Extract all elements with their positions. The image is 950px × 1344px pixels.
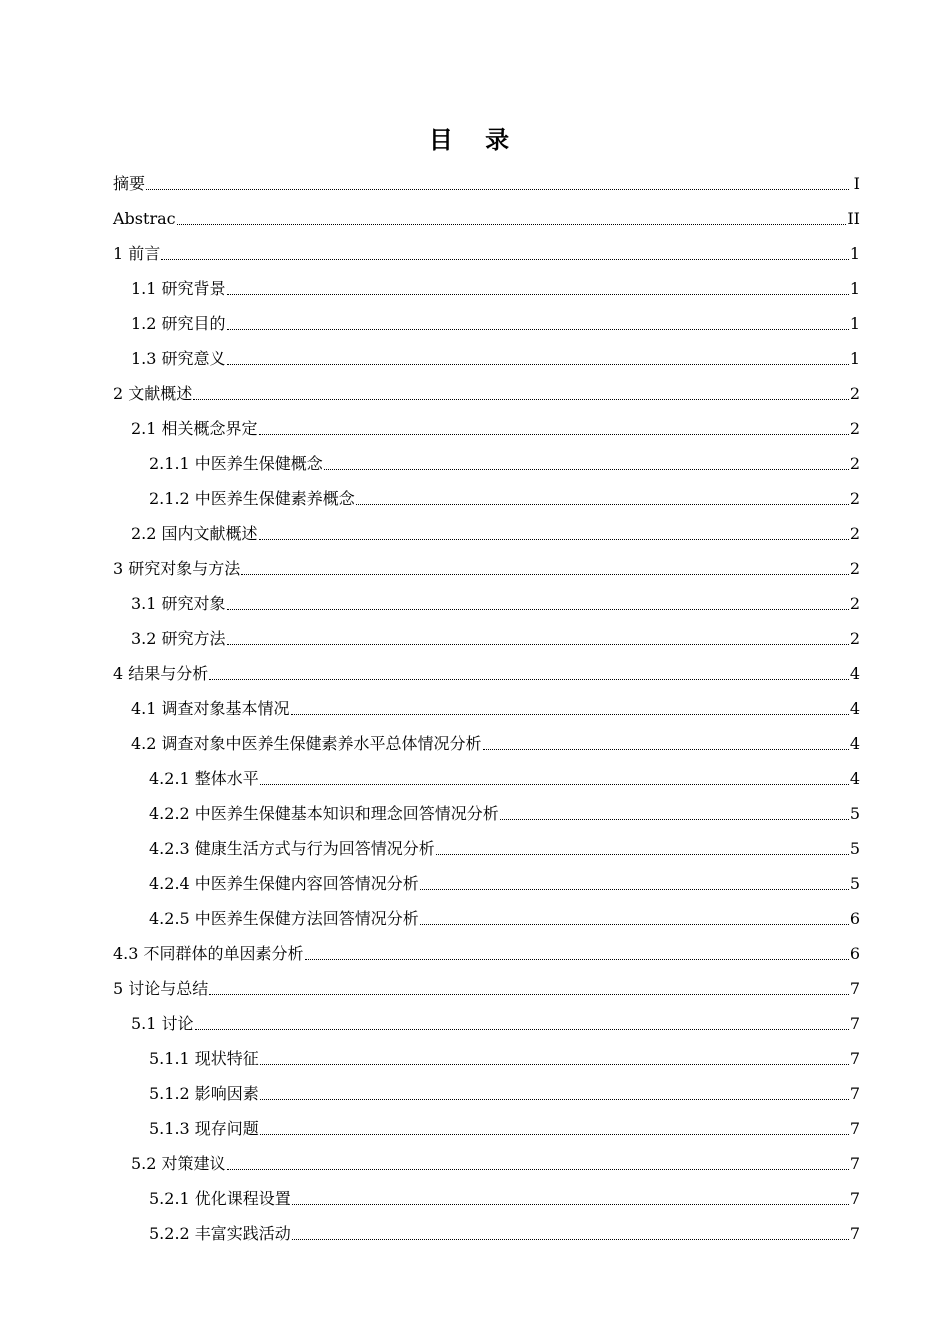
toc-entry[interactable] xyxy=(113,475,860,510)
dot-leader xyxy=(209,679,849,680)
toc-entry[interactable] xyxy=(113,825,860,860)
dot-leader xyxy=(260,1064,849,1065)
toc-entry-page-number: 7 xyxy=(849,1014,860,1033)
toc-entry-page-number: 2 xyxy=(849,454,860,473)
toc-entry[interactable] xyxy=(113,160,860,195)
toc-entry-label: 1.1 研究背景 xyxy=(131,279,226,298)
toc-entry-label: 5 讨论与总结 xyxy=(113,979,209,998)
toc-title: 目 录 xyxy=(428,125,522,154)
dot-leader xyxy=(259,539,849,540)
toc-entry[interactable] xyxy=(113,300,860,335)
toc-entry[interactable] xyxy=(113,650,860,685)
toc-entry-page-number: 4 xyxy=(849,699,860,718)
toc-entry[interactable] xyxy=(113,1105,860,1140)
toc-entry-page-number: 2 xyxy=(849,559,860,578)
toc-entry[interactable] xyxy=(113,615,860,650)
toc-entry[interactable] xyxy=(113,545,860,580)
toc-entry-page-number: 7 xyxy=(849,1119,860,1138)
toc-entry-label: 2.1.2 中医养生保健素养概念 xyxy=(149,489,355,508)
toc-entry[interactable] xyxy=(113,230,860,265)
dot-leader xyxy=(292,1239,849,1240)
dot-leader xyxy=(259,434,849,435)
dot-leader xyxy=(500,819,849,820)
toc-entry-label: 1.3 研究意义 xyxy=(131,349,226,368)
toc-entry-page-number: 1 xyxy=(849,279,860,298)
dot-leader xyxy=(292,1204,849,1205)
toc-entry-label: 2 文献概述 xyxy=(113,384,193,403)
toc-entry-page-number: I xyxy=(853,174,860,193)
dot-leader xyxy=(193,399,849,400)
dot-leader xyxy=(227,329,849,330)
toc-entry-label: 5.1 讨论 xyxy=(131,1014,194,1033)
toc-entry-label: 4.1 调查对象基本情况 xyxy=(131,699,290,718)
toc-entry-page-number: 7 xyxy=(849,1049,860,1068)
dot-leader xyxy=(241,574,849,575)
toc-entry-label: 2.2 国内文献概述 xyxy=(131,524,258,543)
toc-entry-label: Abstrac xyxy=(113,209,176,228)
toc-entry[interactable] xyxy=(113,895,860,930)
toc-entry-label: 1 前言 xyxy=(113,244,161,263)
toc-entry-label: 4.2.4 中医养生保健内容回答情况分析 xyxy=(149,874,419,893)
toc-entry-label: 5.2.2 丰富实践活动 xyxy=(149,1224,291,1243)
toc-entry-page-number: 4 xyxy=(849,664,860,683)
toc-entry-page-number: 5 xyxy=(849,839,860,858)
toc-entry-page-number: 7 xyxy=(849,979,860,998)
dot-leader xyxy=(324,469,849,470)
dot-leader xyxy=(146,189,849,190)
toc-entry[interactable] xyxy=(113,265,860,300)
toc-entry[interactable] xyxy=(113,335,860,370)
toc-entry-page-number: 4 xyxy=(849,734,860,753)
toc-entry-page-number: 2 xyxy=(849,629,860,648)
toc-entry-page-number: 6 xyxy=(849,909,860,928)
toc-entry-label: 1.2 研究目的 xyxy=(131,314,226,333)
dot-leader xyxy=(305,959,849,960)
toc-entry-label: 5.1.3 现存问题 xyxy=(149,1119,259,1138)
dot-leader xyxy=(227,294,849,295)
toc-list xyxy=(113,160,860,1245)
dot-leader xyxy=(195,1029,849,1030)
dot-leader xyxy=(227,609,849,610)
dot-leader xyxy=(483,749,849,750)
dot-leader xyxy=(420,889,849,890)
toc-entry-label: 3.1 研究对象 xyxy=(131,594,226,613)
toc-entry-page-number: 2 xyxy=(849,419,860,438)
toc-entry-page-number: 5 xyxy=(849,804,860,823)
toc-entry-label: 4.3 不同群体的单因素分析 xyxy=(113,944,304,963)
toc-entry-page-number: II xyxy=(847,209,860,228)
toc-entry[interactable] xyxy=(113,965,860,1000)
toc-entry-page-number: 6 xyxy=(849,944,860,963)
toc-entry-label: 5.2.1 优化课程设置 xyxy=(149,1189,291,1208)
toc-entry-page-number: 2 xyxy=(849,594,860,613)
toc-entry[interactable] xyxy=(113,1035,860,1070)
toc-entry-label: 4.2.5 中医养生保健方法回答情况分析 xyxy=(149,909,419,928)
dot-leader xyxy=(436,854,849,855)
toc-entry-label: 4.2.3 健康生活方式与行为回答情况分析 xyxy=(149,839,435,858)
toc-entry-page-number: 5 xyxy=(849,874,860,893)
toc-entry-page-number: 2 xyxy=(849,384,860,403)
toc-entry-label: 5.1.2 影响因素 xyxy=(149,1084,259,1103)
toc-entry[interactable] xyxy=(113,1070,860,1105)
toc-entry-page-number: 7 xyxy=(849,1224,860,1243)
toc-entry[interactable] xyxy=(113,720,860,755)
toc-entry-page-number: 1 xyxy=(849,244,860,263)
toc-entry[interactable] xyxy=(113,440,860,475)
toc-entry[interactable] xyxy=(113,860,860,895)
toc-entry-label: 4.2.1 整体水平 xyxy=(149,769,259,788)
toc-entry-page-number: 4 xyxy=(849,769,860,788)
dot-leader xyxy=(209,994,849,995)
toc-entry[interactable] xyxy=(113,790,860,825)
toc-entry-page-number: 1 xyxy=(849,349,860,368)
toc-entry[interactable] xyxy=(113,1175,860,1210)
toc-entry-label: 5.2 对策建议 xyxy=(131,1154,226,1173)
toc-entry-label: 3.2 研究方法 xyxy=(131,629,226,648)
toc-entry-label: 摘要 xyxy=(113,174,146,193)
toc-entry-page-number: 2 xyxy=(849,489,860,508)
dot-leader xyxy=(356,504,849,505)
toc-entry-label: 5.1.1 现状特征 xyxy=(149,1049,259,1068)
toc-entry[interactable] xyxy=(113,195,860,230)
toc-entry-label: 4 结果与分析 xyxy=(113,664,209,683)
dot-leader xyxy=(227,1169,849,1170)
toc-entry-label: 4.2 调查对象中医养生保健素养水平总体情况分析 xyxy=(131,734,482,753)
toc-entry-page-number: 1 xyxy=(849,314,860,333)
dot-leader xyxy=(161,259,849,260)
toc-entry-label: 3 研究对象与方法 xyxy=(113,559,241,578)
toc-entry-page-number: 2 xyxy=(849,524,860,543)
toc-entry-label: 2.1.1 中医养生保健概念 xyxy=(149,454,323,473)
toc-entry[interactable] xyxy=(113,930,860,965)
dot-leader xyxy=(420,924,849,925)
dot-leader xyxy=(260,1134,849,1135)
dot-leader xyxy=(291,714,849,715)
dot-leader xyxy=(260,1099,849,1100)
toc-entry-label: 2.1 相关概念界定 xyxy=(131,419,258,438)
dot-leader xyxy=(260,784,849,785)
toc-entry-label: 4.2.2 中医养生保健基本知识和理念回答情况分析 xyxy=(149,804,499,823)
toc-entry[interactable] xyxy=(113,510,860,545)
toc-entry-page-number: 7 xyxy=(849,1084,860,1103)
toc-entry[interactable] xyxy=(113,370,860,405)
toc-entry[interactable] xyxy=(113,1210,860,1245)
dot-leader xyxy=(227,364,849,365)
toc-entry[interactable] xyxy=(113,405,860,440)
toc-entry-page-number: 7 xyxy=(849,1189,860,1208)
dot-leader xyxy=(227,644,849,645)
toc-entry[interactable] xyxy=(113,580,860,615)
dot-leader xyxy=(177,224,847,225)
toc-entry[interactable] xyxy=(113,755,860,790)
toc-entry[interactable] xyxy=(113,1000,860,1035)
toc-entry-page-number: 7 xyxy=(849,1154,860,1173)
toc-entry[interactable] xyxy=(113,685,860,720)
toc-entry[interactable] xyxy=(113,1140,860,1175)
